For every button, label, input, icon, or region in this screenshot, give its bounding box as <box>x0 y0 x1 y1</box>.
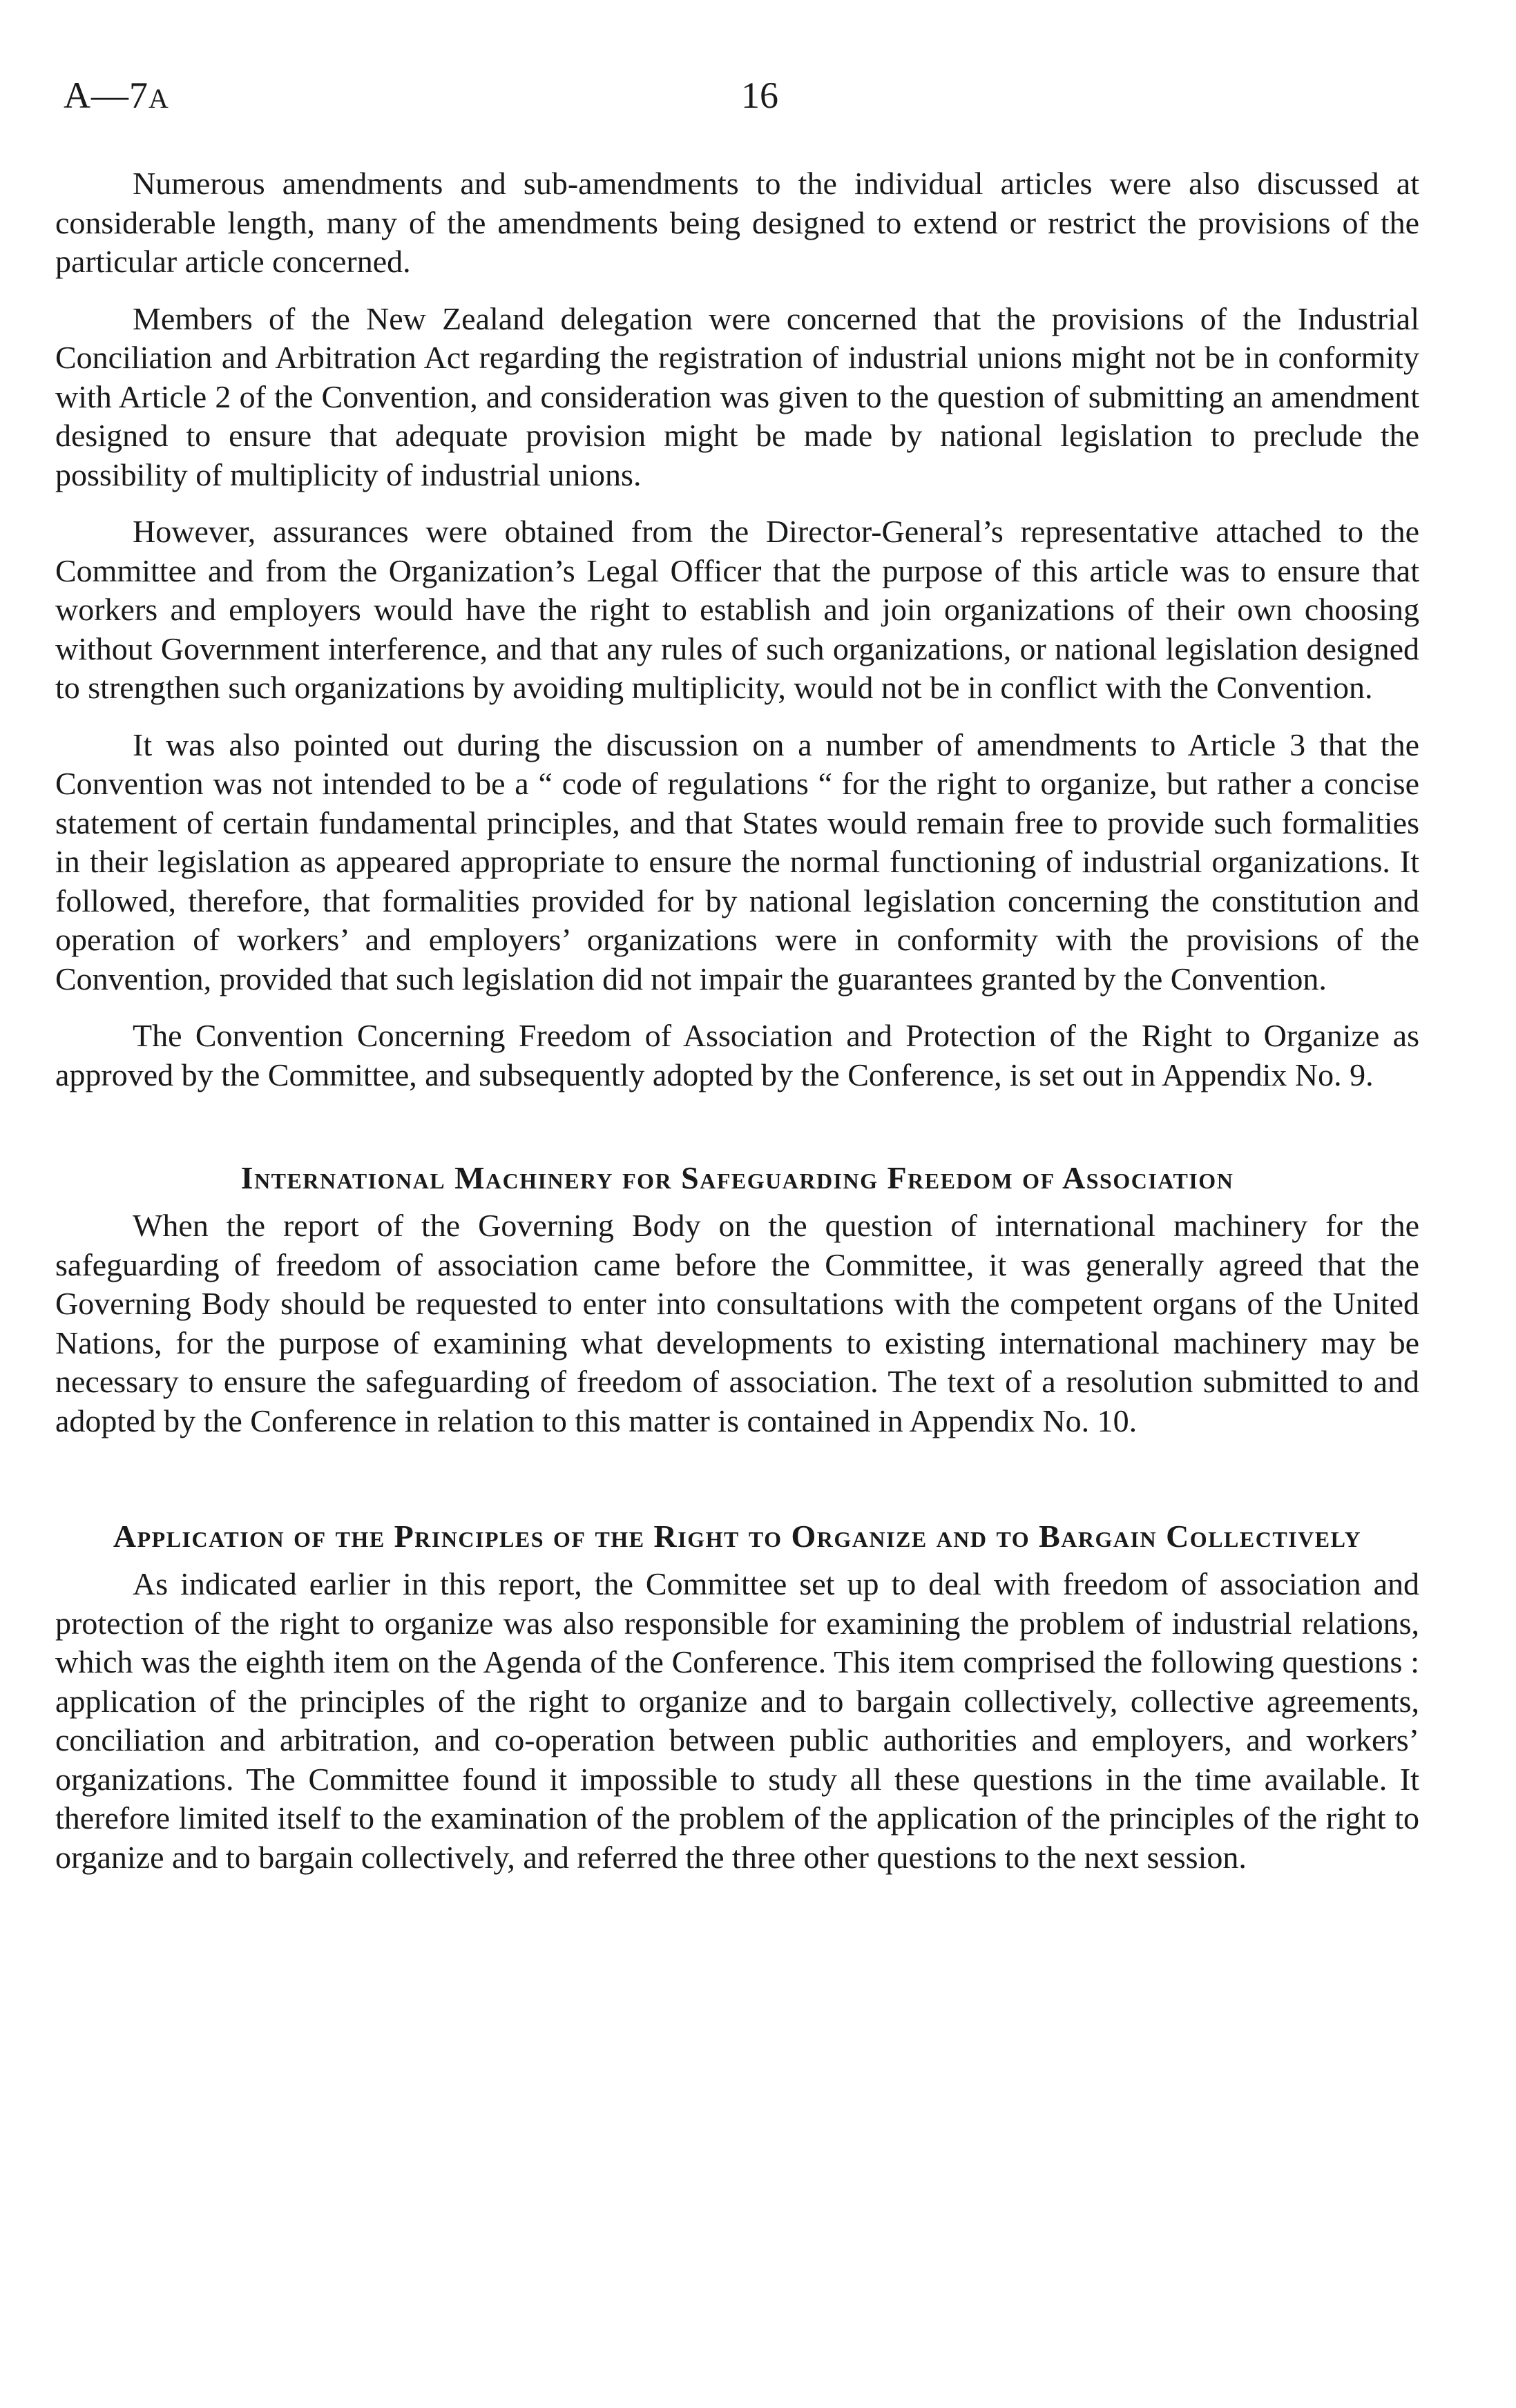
paragraph-convention-appendix: The Convention Concerning Freedom of Association and Protection of the Right to Organize as approved by the Committee, and subsequently adopted by the Conference, is set out in Appendix No. 9. <box>55 1018 1419 1092</box>
section-heading-international-machinery: International Machinery for Safeguarding Freedom of Association <box>240 1160 1234 1195</box>
series-prefix: A—7 <box>64 75 148 116</box>
series-reference <box>64 75 169 119</box>
paragraph-amendments: Numerous amendments and sub-amendments to the individual articles were also discussed at considerable length, many of the amendments being designed to extend or restrict the provisions of the particular article concerned. <box>55 166 1419 279</box>
page-number: 16 <box>741 75 778 116</box>
series-suffix: A <box>148 83 169 114</box>
paragraph-nz-delegation: Members of the New Zealand delegation were concerned that the provisions of the Industrial Conciliation and Arbitration Act regarding the registration of industrial unions might not be in conformity with Article 2 of the Convention, and consideration was given to the question of submitting an amendment designed to ensure that adequate provision might be made by national legislation to preclude the possibility of multiplicity of industrial unions. <box>55 300 1419 492</box>
paragraph-assurances: However, assurances were obtained from the Director-General’s representative attached to the Committee and from the Organization’s Legal Officer that the purpose of this article was to ensure that workers and employers would have the right to establish and join organizations of their own choosing without Government interference, and that any rules of such organizations, or national legislation designed to strengthen such organizations by avoiding multiplicity, would not be in conflict with the Convention. <box>55 514 1419 705</box>
paragraph-industrial-relations: As indicated earlier in this report, the Committee set up to deal with freedom of association and protection of the right to organize was also responsible for examining the problem of industrial relations, which was the eighth item on the Agenda of the Conference. This item comprised the following questions : application of the principles of the right to organize and to bargain collectively, collective agreements, conciliation and arbitration, and co-operation between public authorities and employers, and workers’ organizations. The Committee found it impossible to study all these questions in the time available. It therefore limited itself to the examination of the problem of the application of the principles of the right to organize and to bargain collectively, and referred the three other questions to the next session. <box>55 1566 1419 1875</box>
document-body <box>55 164 1419 1895</box>
paragraph-governing-body-report: When the report of the Governing Body on the question of international machinery for the safeguarding of freedom of association came before the Committee, it was generally agreed that the Governing Body should be requested to enter into consultations with the competent organs of the United Nations, for the purpose of examining what developments to existing international machinery may be necessary to ensure the safeguarding of freedom of association. The text of a resolution submitted to and adopted by the Conference in relation to this matter is contained in Appendix No. 10. <box>55 1208 1419 1438</box>
paragraph-article-3: It was also pointed out during the discussion on a number of amendments to Article 3 that the Convention was not intended to be a “ code of regulations “ for the right to organize, but rather a concise statement of certain fundamental principles, and that States would remain free to provide such formalities in their legislation as appeared appropriate to ensure the normal functioning of industrial organizations. It followed, therefore, that formalities provided for by national legislation concerning the constitution and operation of workers’ and employers’ organizations were in conformity with the provisions of the Convention, provided that such legislation did not impair the guarantees granted by the Convention. <box>55 726 1419 996</box>
section-heading-application-principles: Application of the Principles of the Right to Organize and to Bargain Collectively <box>113 1519 1362 1554</box>
